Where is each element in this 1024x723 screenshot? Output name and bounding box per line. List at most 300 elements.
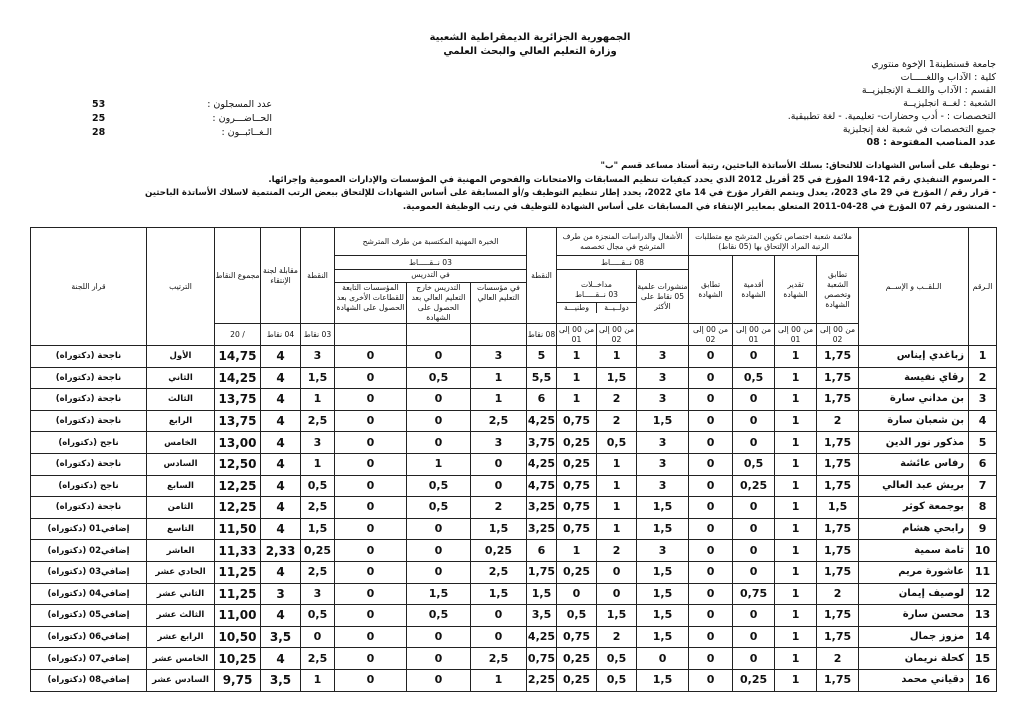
- suit-score-4: 0: [689, 389, 733, 411]
- international-score: 0,5: [597, 648, 637, 670]
- suit-score-2: 1: [775, 626, 817, 648]
- exp-score-3: 0: [335, 346, 407, 368]
- suit-score-4: 0: [689, 367, 733, 389]
- interview-score: 4: [261, 432, 301, 454]
- suit-score-2: 1: [775, 540, 817, 562]
- registered-label: عدد المسجلون :: [207, 99, 272, 110]
- exp-score-3: 0: [335, 669, 407, 691]
- rank-cell: العاشر: [147, 540, 215, 562]
- decision-cell: إضافي06 (دكتوراه): [31, 626, 147, 648]
- candidate-name: عاشورة مريم: [859, 561, 969, 583]
- suit-score-1: 1,75: [817, 540, 859, 562]
- suit-score-4: 0: [689, 497, 733, 519]
- exp-total-score: 1: [301, 453, 335, 475]
- suit-score-2: 1: [775, 389, 817, 411]
- works-total-score: 6: [527, 389, 557, 411]
- national-score: 1: [557, 367, 597, 389]
- exp-sub1-label: في مؤسسات التعليم العالي: [470, 283, 526, 323]
- suit-score-4: 0: [689, 518, 733, 540]
- exp-total-score: 1,5: [301, 367, 335, 389]
- suit-sub4-header: تطابق الشهادة: [689, 256, 733, 324]
- suit-score-3: 0: [733, 540, 775, 562]
- works-points-header: 08 نــقـــــاط: [557, 256, 689, 270]
- decision-cell: ناجحة (دكتوراه): [31, 453, 147, 475]
- col-experience-header: الخبرة المهنية المكتسبة من طرف المترشح: [335, 228, 527, 256]
- suit-score-3: 0: [733, 346, 775, 368]
- national-score: 0,75: [557, 475, 597, 497]
- rank-cell: الثالث عشر: [147, 605, 215, 627]
- international-score: 2: [597, 389, 637, 411]
- interventions-label: مداخــلات: [581, 280, 612, 289]
- decision-cell: ناجح (دكتوراه): [31, 432, 147, 454]
- exp-score-1: 1,5: [471, 583, 527, 605]
- exp-total-sub: 03 نقاط: [301, 324, 335, 346]
- international-score: 0,5: [597, 669, 637, 691]
- university-line: جامعة قسنطينة1 الإخوة منتوري: [871, 59, 996, 70]
- table-row: [31, 389, 997, 411]
- exp-score-3: 0: [335, 410, 407, 432]
- table-row: [31, 626, 997, 648]
- exp-score-2: 0: [407, 389, 471, 411]
- row-number: 1: [969, 346, 997, 368]
- suit-score-3: 0: [733, 648, 775, 670]
- suit-score-3: 0,25: [733, 475, 775, 497]
- candidate-name: بوجمعة كوثر: [859, 497, 969, 519]
- exp-points-header: 03 نــقـــــاط: [335, 256, 527, 270]
- table-row: [31, 561, 997, 583]
- interview-sub: 04 نقاط: [261, 324, 301, 346]
- international-score: 1: [597, 453, 637, 475]
- publications-score: 3: [637, 540, 689, 562]
- exp-score-2: 0,5: [407, 475, 471, 497]
- total-score: 11,25: [215, 561, 261, 583]
- exp-score-3: 0: [335, 626, 407, 648]
- works-total-score: 4,25: [527, 626, 557, 648]
- decision-cell: إضافي07 (دكتوراه): [31, 648, 147, 670]
- suit-score-3: 0: [733, 561, 775, 583]
- works-total-score: 1,5: [527, 583, 557, 605]
- col-interview-header: مقابلة لجنة الإنتقاء: [261, 228, 301, 324]
- interview-score: 4: [261, 453, 301, 475]
- works-total-score: 6: [527, 540, 557, 562]
- national-score: 0,25: [557, 453, 597, 475]
- exp-total-score: 2,5: [301, 561, 335, 583]
- exp-total-score: 1: [301, 389, 335, 411]
- row-number: 2: [969, 367, 997, 389]
- exp-score-2: 0,5: [407, 605, 471, 627]
- works-total-score: 3,5: [527, 605, 557, 627]
- publications-score: 1,5: [637, 497, 689, 519]
- exp-sub3-label: المؤسسات التابعة للقطاعات الأخرى بعد الحصول على الشهادة: [336, 283, 405, 312]
- interview-score: 3: [261, 583, 301, 605]
- present-label: الحــاضـــرون :: [212, 113, 272, 124]
- branch-line: الشعبة : لغــة انجليزيــة: [903, 98, 996, 109]
- international-score: 1,5: [597, 367, 637, 389]
- rank-cell: الحادي عشر: [147, 561, 215, 583]
- total-score: 13,75: [215, 410, 261, 432]
- publications-score: 3: [637, 432, 689, 454]
- suit-score-2: 1: [775, 475, 817, 497]
- international-score: 2: [597, 626, 637, 648]
- row-number: 10: [969, 540, 997, 562]
- suit-score-2: 1: [775, 497, 817, 519]
- rank-cell: الثامن: [147, 497, 215, 519]
- row-number: 12: [969, 583, 997, 605]
- exp-score-1: 1,5: [471, 518, 527, 540]
- publications-range-cell: [637, 324, 689, 346]
- decision-cell: إضافي05 (دكتوراه): [31, 605, 147, 627]
- total-score: 12,50: [215, 453, 261, 475]
- row-number: 11: [969, 561, 997, 583]
- exp-score-2: 0: [407, 561, 471, 583]
- national-score: 0,25: [557, 648, 597, 670]
- range-01-header: من 00 إلى 01: [557, 324, 597, 346]
- exp-total-score: 2,5: [301, 497, 335, 519]
- national-score: 1: [557, 389, 597, 411]
- suit-sub1-header: تطابق الشعبة وتخصص الشهادة: [817, 256, 859, 324]
- note-line: - المنشور رقم 07 المؤرخ في 28-04-2011 المتعلق بمعايير الإنتقاء في المسابقات على أساس الشهادة للتوظيف في رتب الوظيفة العمومية.: [402, 201, 996, 212]
- suit-score-1: 1,75: [817, 626, 859, 648]
- interview-score: 4: [261, 367, 301, 389]
- rank-cell: الأول: [147, 346, 215, 368]
- rank-cell: السابع: [147, 475, 215, 497]
- suit-score-2: 1: [775, 346, 817, 368]
- table-row: [31, 367, 997, 389]
- open-posts-line: عدد المناصب المفتوحة : 08: [866, 137, 996, 148]
- col-decision-header: قرار اللجنة: [31, 228, 147, 346]
- decision-cell: ناجحة (دكتوراه): [31, 497, 147, 519]
- interventions-header: [557, 270, 637, 324]
- national-score: 0,75: [557, 497, 597, 519]
- decision-cell: ناجحة (دكتوراه): [31, 410, 147, 432]
- rank-cell: الثاني: [147, 367, 215, 389]
- exp-sub2-label: التدريس خارج التعليم العالي بعد الحصول على الشهادة: [406, 283, 470, 323]
- exp-score-3: 0: [335, 497, 407, 519]
- col-exp-total-header: النقطة: [301, 228, 335, 324]
- interview-score: 4: [261, 518, 301, 540]
- stats-block: [92, 98, 272, 140]
- exp-score-3: 0: [335, 518, 407, 540]
- national-label: وطنيـــة: [563, 303, 590, 312]
- exp-score-1: 3: [471, 346, 527, 368]
- suit-score-3: 0,75: [733, 583, 775, 605]
- exp-score-2: 0: [407, 432, 471, 454]
- exp-score-2: 0,5: [407, 367, 471, 389]
- exp-empty-cell: [335, 324, 407, 346]
- exp-total-score: 1: [301, 669, 335, 691]
- works-total-score: 4,25: [527, 410, 557, 432]
- suit-score-4: 0: [689, 669, 733, 691]
- candidate-name: بريش عبد العالي: [859, 475, 969, 497]
- publications-score: 3: [637, 389, 689, 411]
- row-number: 9: [969, 518, 997, 540]
- publications-score: 1,5: [637, 605, 689, 627]
- total-score: 9,75: [215, 669, 261, 691]
- decision-cell: إضافي04 (دكتوراه): [31, 583, 147, 605]
- row-number: 8: [969, 497, 997, 519]
- row-number: 5: [969, 432, 997, 454]
- col-name-header: الـلقــب و الإســم: [859, 228, 969, 346]
- exp-score-1: 1: [471, 389, 527, 411]
- total-sub: / 20: [215, 324, 261, 346]
- works-total-score: 4,75: [527, 475, 557, 497]
- suit-score-3: 0: [733, 518, 775, 540]
- exp-score-3: 0: [335, 583, 407, 605]
- exp-score-1: 0: [471, 453, 527, 475]
- decision-cell: إضافي02 (دكتوراه): [31, 540, 147, 562]
- national-score: 0,75: [557, 518, 597, 540]
- candidate-name: بن مداني سارة: [859, 389, 969, 411]
- exp-total-score: 3: [301, 346, 335, 368]
- suit-score-1: 1,75: [817, 605, 859, 627]
- suit-score-4: 0: [689, 453, 733, 475]
- total-score: 10,25: [215, 648, 261, 670]
- interview-score: 4: [261, 389, 301, 411]
- exp-score-3: 0: [335, 389, 407, 411]
- total-score: 11,33: [215, 540, 261, 562]
- works-total-score: 3,75: [527, 432, 557, 454]
- decision-cell: إضافي03 (دكتوراه): [31, 561, 147, 583]
- publications-score: 3: [637, 346, 689, 368]
- publications-score: 1,5: [637, 518, 689, 540]
- publications-score: 3: [637, 367, 689, 389]
- candidate-name: مذكور نور الدين: [859, 432, 969, 454]
- candidate-name: دقياني محمد: [859, 669, 969, 691]
- table-row: [31, 605, 997, 627]
- row-number: 15: [969, 648, 997, 670]
- exp-score-2: 1,5: [407, 583, 471, 605]
- range-02-header: من 00 إلى 02: [817, 324, 859, 346]
- suit-score-1: 2: [817, 410, 859, 432]
- absent-label: الـغــائبــون :: [221, 127, 272, 138]
- international-score: 1: [597, 497, 637, 519]
- exp-score-3: 0: [335, 367, 407, 389]
- suit-score-4: 0: [689, 432, 733, 454]
- publications-header: منشورات علمية 05 نقاط على الأكثر: [637, 270, 689, 324]
- col-no-header: الـرقم: [969, 228, 997, 346]
- faculty-line: كلية : الآداب واللغـــــات: [900, 72, 996, 83]
- suit-score-1: 1,75: [817, 432, 859, 454]
- national-score: 1: [557, 346, 597, 368]
- suit-score-1: 2: [817, 648, 859, 670]
- suit-sub2-header: تقدير الشهادة: [775, 256, 817, 324]
- exp-total-score: 0,5: [301, 605, 335, 627]
- row-number: 6: [969, 453, 997, 475]
- exp-score-1: 0: [471, 626, 527, 648]
- candidate-name: بن شعبان سارة: [859, 410, 969, 432]
- international-score: 1: [597, 475, 637, 497]
- national-score: 0,25: [557, 432, 597, 454]
- range-01-header: من 00 إلى 01: [733, 324, 775, 346]
- suit-score-4: 0: [689, 475, 733, 497]
- suit-score-1: 1,75: [817, 367, 859, 389]
- legal-notes: [56, 160, 996, 214]
- candidate-name: زباغدي إيناس: [859, 346, 969, 368]
- candidate-name: مزوز جمال: [859, 626, 969, 648]
- candidate-name: رقاي نفيسة: [859, 367, 969, 389]
- results-table: [30, 227, 997, 692]
- exp-score-1: 1: [471, 367, 527, 389]
- exp-score-1: 2,5: [471, 648, 527, 670]
- total-score: 13,00: [215, 432, 261, 454]
- institution-block: [636, 58, 996, 149]
- exp-score-3: 0: [335, 475, 407, 497]
- suit-score-2: 1: [775, 669, 817, 691]
- publications-score: 0: [637, 648, 689, 670]
- suit-score-2: 1: [775, 367, 817, 389]
- decision-cell: ناجحة (دكتوراه): [31, 389, 147, 411]
- suit-score-1: 1,75: [817, 453, 859, 475]
- row-number: 3: [969, 389, 997, 411]
- exp-score-1: 0,25: [471, 540, 527, 562]
- exp-total-score: 3: [301, 432, 335, 454]
- international-score: 1,5: [597, 605, 637, 627]
- row-number: 14: [969, 626, 997, 648]
- suit-score-1: 1,75: [817, 346, 859, 368]
- suit-score-4: 0: [689, 648, 733, 670]
- exp-total-score: 0,5: [301, 475, 335, 497]
- exp-score-2: 1: [407, 453, 471, 475]
- col-works-header: الأشغال والدراسات المنجزة من طرف المترشح في مجال تخصصه: [557, 228, 689, 256]
- note-line: - توظيف على أساس الشهادات للالتحاق: بسلك الأساتذة الباحثين، رتبة أستاذ مساعد قسم "ب": [600, 161, 996, 171]
- exp-score-1: 2,5: [471, 561, 527, 583]
- exp-total-score: 0: [301, 626, 335, 648]
- exp-total-score: 1,5: [301, 518, 335, 540]
- exp-score-1: 1: [471, 669, 527, 691]
- interv-points-label: 03 نــقـــــاط: [575, 290, 618, 299]
- total-score: 14,75: [215, 346, 261, 368]
- international-score: 0,5: [597, 432, 637, 454]
- suit-score-3: 0: [733, 626, 775, 648]
- suit-score-3: 0: [733, 410, 775, 432]
- suit-score-1: 1,75: [817, 475, 859, 497]
- exp-total-score: 0,25: [301, 540, 335, 562]
- exp-score-2: 0: [407, 626, 471, 648]
- table-row: [31, 540, 997, 562]
- table-row: [31, 518, 997, 540]
- national-score: 0,5: [557, 605, 597, 627]
- suit-score-4: 0: [689, 626, 733, 648]
- exp-total-score: 2,5: [301, 410, 335, 432]
- exp-empty-cell: [407, 324, 471, 346]
- publications-score: 3: [637, 475, 689, 497]
- suit-score-3: 0,25: [733, 669, 775, 691]
- international-score: 0: [597, 561, 637, 583]
- col-works-total-header: النقطة: [527, 228, 557, 324]
- candidate-name: كحلة نريمان: [859, 648, 969, 670]
- works-total-score: 3,25: [527, 497, 557, 519]
- works-total-score: 5,5: [527, 367, 557, 389]
- suit-score-2: 1: [775, 432, 817, 454]
- suit-score-2: 1: [775, 410, 817, 432]
- interview-score: 2,33: [261, 540, 301, 562]
- works-total-score: 0,75: [527, 648, 557, 670]
- exp-score-2: 0: [407, 540, 471, 562]
- publications-score: 1,5: [637, 410, 689, 432]
- exp-score-1: 0: [471, 605, 527, 627]
- publications-score: 1,5: [637, 561, 689, 583]
- suit-score-2: 1: [775, 583, 817, 605]
- suit-score-3: 0: [733, 497, 775, 519]
- rank-cell: الرابع عشر: [147, 626, 215, 648]
- works-total-score: 5: [527, 346, 557, 368]
- suit-score-4: 0: [689, 410, 733, 432]
- suit-score-1: 1,75: [817, 669, 859, 691]
- table-row: [31, 583, 997, 605]
- all-specialties-line: جميع التخصصات في شعبة لغة إنجليزية: [842, 124, 996, 135]
- publications-score: 3: [637, 453, 689, 475]
- suit-score-1: 1,75: [817, 561, 859, 583]
- total-score: 11,25: [215, 583, 261, 605]
- rank-cell: الخامس عشر: [147, 648, 215, 670]
- international-score: 2: [597, 540, 637, 562]
- exp-score-1: 2,5: [471, 410, 527, 432]
- interview-score: 4: [261, 346, 301, 368]
- exp-score-2: 0: [407, 346, 471, 368]
- decision-cell: ناجحة (دكتوراه): [31, 346, 147, 368]
- registered-value: 53: [92, 99, 106, 110]
- interview-score: 4: [261, 561, 301, 583]
- exp-score-3: 0: [335, 605, 407, 627]
- rank-cell: الرابع: [147, 410, 215, 432]
- department-line: القسم : الآداب واللغــة الإنجليزيــة: [861, 85, 996, 96]
- international-score: 0: [597, 583, 637, 605]
- exp-score-2: 0: [407, 648, 471, 670]
- interview-score: 4: [261, 475, 301, 497]
- international-label: دولــيــة: [596, 303, 636, 313]
- international-score: 1: [597, 518, 637, 540]
- suit-score-1: 2: [817, 583, 859, 605]
- exp-empty-cell: [471, 324, 527, 346]
- absent-value: 28: [92, 127, 106, 138]
- total-score: 14,25: [215, 367, 261, 389]
- suit-score-3: 0: [733, 605, 775, 627]
- total-score: 11,50: [215, 518, 261, 540]
- teaching-label: في التدريس: [335, 270, 526, 283]
- note-line: - قرار رقم / المؤرخ في 29 ماي 2023، يعدل ويتمم القرار مؤرخ في 14 ماي 2022، يحدد إطار تنظيم التوظيف و/أو المسابقة على أساس الشهادات للإلتحاق ببعض الرتب المنتمية لاسلاك الأساتذة الباحثين: [145, 188, 996, 199]
- exp-total-score: 2,5: [301, 648, 335, 670]
- suit-score-4: 0: [689, 346, 733, 368]
- works-total-score: 3,25: [527, 518, 557, 540]
- table-row: [31, 410, 997, 432]
- rank-cell: السادس عشر: [147, 669, 215, 691]
- suit-sub3-header: أقدمية الشهادة: [733, 256, 775, 324]
- candidate-name: رابحي هشام: [859, 518, 969, 540]
- table-row: [31, 669, 997, 691]
- total-score: 12,25: [215, 497, 261, 519]
- rank-cell: السادس: [147, 453, 215, 475]
- suit-score-2: 1: [775, 561, 817, 583]
- interview-score: 4: [261, 648, 301, 670]
- rank-cell: التاسع: [147, 518, 215, 540]
- candidate-name: تامة سمية: [859, 540, 969, 562]
- col-suitability-header: ملائمة شعبة اختصاص تكوين المترشح مع متطلبات الرتبة المراد الإلتحاق بها (05 نقاط): [689, 228, 859, 256]
- suit-score-1: 1,75: [817, 518, 859, 540]
- teaching-header: [335, 270, 527, 324]
- suit-score-4: 0: [689, 561, 733, 583]
- ministry-title: وزارة التعليم العالي والبحث العلمي: [443, 46, 617, 57]
- exp-score-3: 0: [335, 540, 407, 562]
- decision-cell: إضافي08 (دكتوراه): [31, 669, 147, 691]
- national-score: 0,25: [557, 561, 597, 583]
- exp-score-2: 0: [407, 518, 471, 540]
- publications-score: 1,5: [637, 626, 689, 648]
- col-total-header: مجموع النقاط: [215, 228, 261, 324]
- publications-score: 1,5: [637, 583, 689, 605]
- rank-cell: الثالث: [147, 389, 215, 411]
- publications-score: 1,5: [637, 669, 689, 691]
- present-value: 25: [92, 113, 106, 124]
